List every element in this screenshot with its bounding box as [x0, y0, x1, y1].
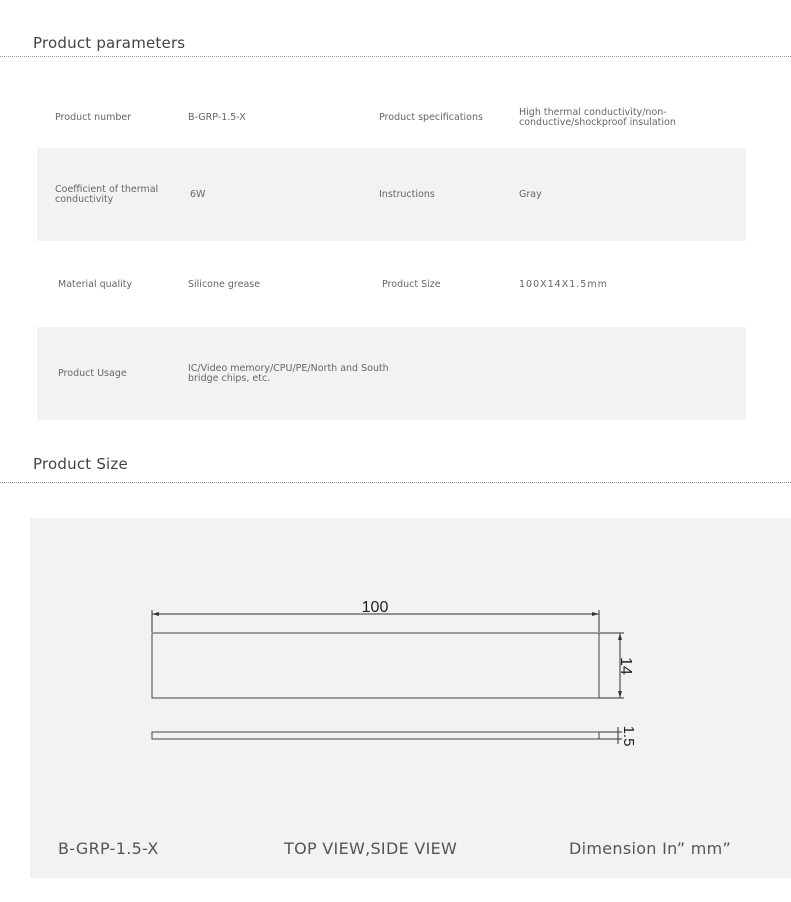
thickness-label: 1.5	[620, 725, 637, 747]
width-arrow-bottom	[618, 691, 622, 698]
views-caption: TOP VIEW,SIDE VIEW	[284, 839, 458, 858]
product-specifications-label: Product specifications	[379, 111, 483, 123]
side-view-outline	[152, 732, 599, 739]
instructions-value: Gray	[519, 188, 542, 200]
material-quality-label: Material quality	[58, 278, 133, 290]
product-usage-value: IC/Video memory/CPU/PE/North and South bridge chips, etc.	[188, 362, 389, 384]
model-caption: B-GRP-1.5-X	[58, 839, 159, 858]
thermal-conductivity-value: 6W	[190, 188, 206, 200]
thermal-conductivity-label: Coefficient of thermal conductivity	[55, 183, 159, 205]
width-label: 14	[617, 657, 634, 675]
product-usage-label: Product Usage	[58, 367, 127, 379]
units-caption: Dimension In” mm”	[569, 839, 732, 858]
length-arrow-left	[152, 612, 159, 616]
product-specifications-value: High thermal conductivity/non-conductive/shockproof insulation	[519, 106, 676, 128]
length-arrow-right	[592, 612, 599, 616]
material-quality-value: Silicone grease	[188, 278, 261, 290]
width-arrow-top	[618, 633, 622, 640]
top-view-outline	[152, 633, 599, 698]
instructions-label: Instructions	[379, 188, 435, 200]
product-size-label: Product Size	[382, 278, 441, 290]
parameters-section-title: Product parameters	[33, 34, 186, 52]
size-section-title: Product Size	[33, 455, 128, 473]
product-size-value: 100X14X1.5mm	[519, 278, 608, 290]
length-label: 100	[361, 599, 389, 616]
product-number-value: B-GRP-1.5-X	[188, 111, 246, 123]
product-number-label: Product number	[55, 111, 132, 123]
